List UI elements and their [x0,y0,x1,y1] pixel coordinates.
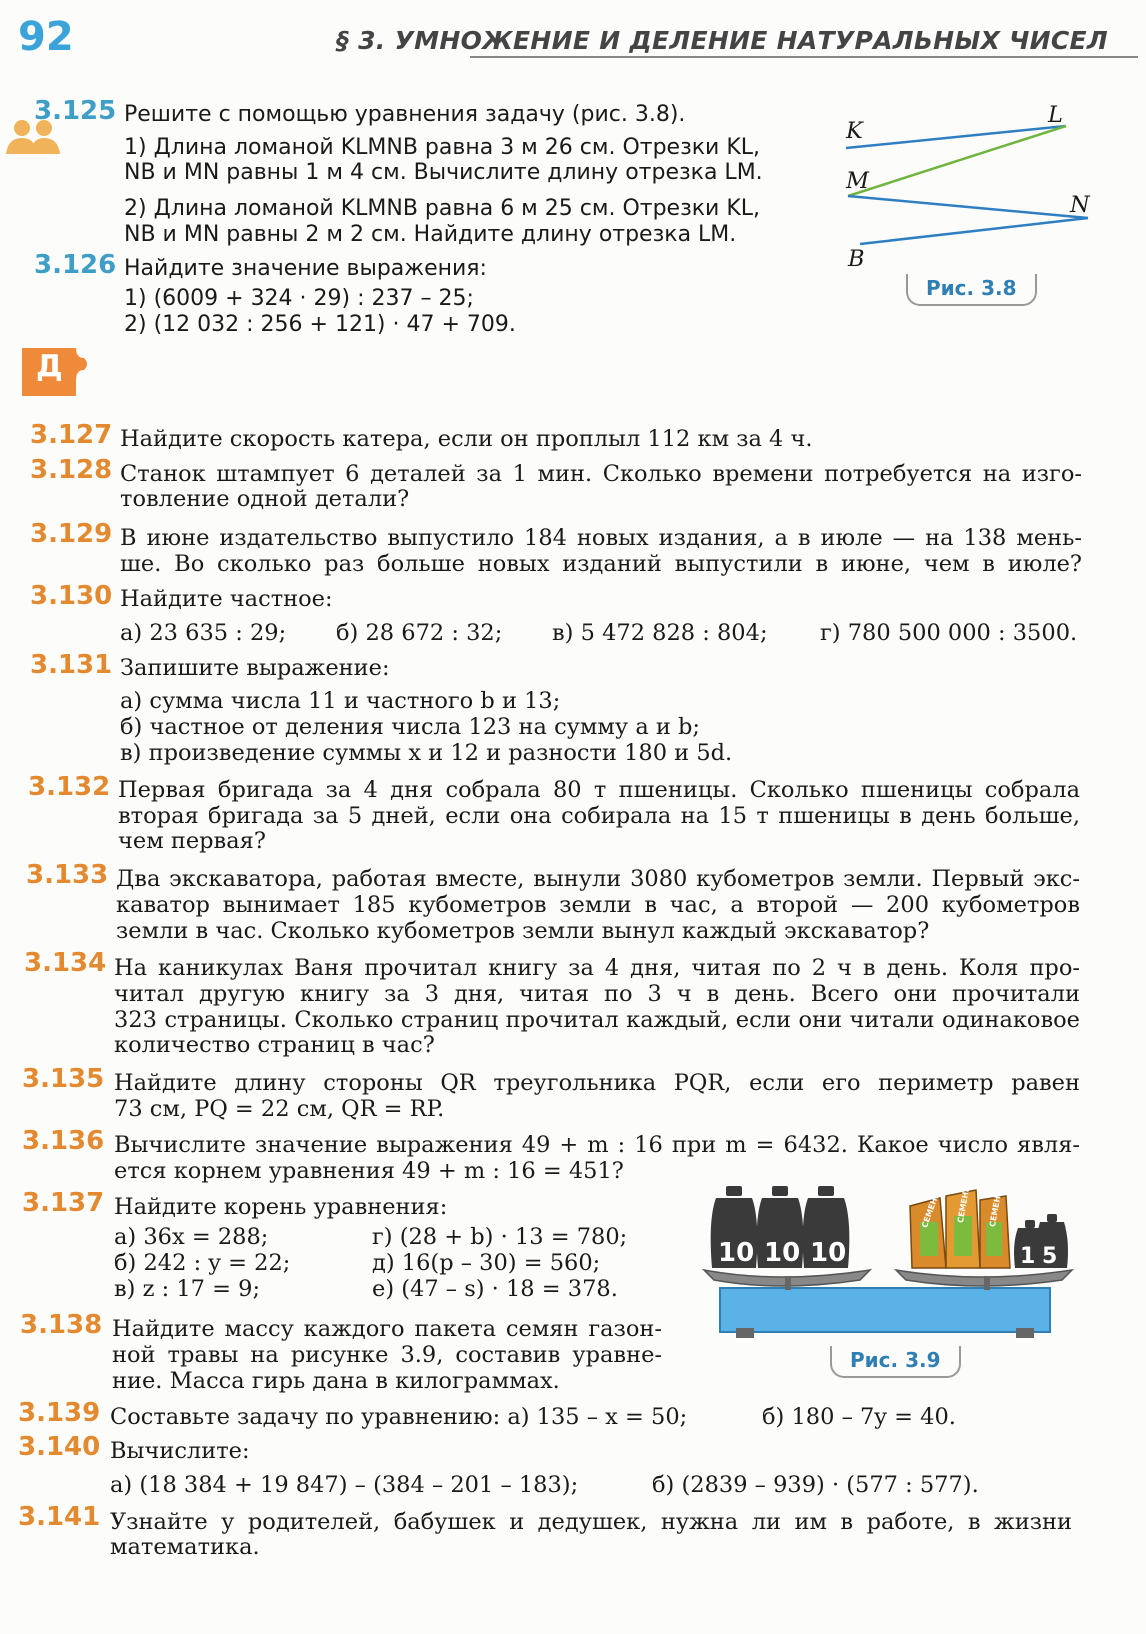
problem-line: каватор вынимает 185 кубометров земли в час, а второй — 200 кубометров [116,892,1080,918]
exercise-item: д) 16(p – 30) = 560; [372,1250,601,1276]
problem-line: Станок штампует 6 деталей за 1 мин. Сколько времени потребуется на изго- [120,461,1082,487]
problem-line: Два экскаватора, работая вместе, вынули 3080 кубометров земли. Первый экс- [116,866,1080,892]
problem-line: вторая бригада за 5 дней, если она собирала на 15 т пшеницы в день больше, [118,803,1080,829]
exercise-item: б) (2839 – 939) · (577 : 577). [652,1472,979,1498]
problem-line: 73 см, PQ = 22 см, QR = RP. [114,1096,445,1122]
problem-line: количество страниц в час? [114,1032,435,1058]
problem-line: 1) Длина ломаной KLMNB равна 3 м 26 см. Отрезки KL, [124,135,761,160]
problem-intro: Найдите корень уравнения: [114,1194,448,1220]
exercise-item: в) 5 472 828 : 804; [552,620,768,646]
problem-number: 3.139 [18,1398,101,1428]
exercise-item: а) (18 384 + 19 847) – (384 – 201 – 183); [110,1472,579,1498]
problem-intro: Вычислите: [110,1438,250,1464]
problem-line: чем первая? [118,828,266,854]
exercise-item: г) (28 + b) · 13 = 780; [372,1224,628,1250]
exercise-item: в) z : 17 = 9; [114,1276,261,1302]
exercise-item: б) 28 672 : 32; [336,620,503,646]
problem-line: земли в час. Сколько кубометров земли вынул каждый экскаватор? [116,918,930,944]
problem-line: ше. Во сколько раз больше новых изданий выпустили в июне, чем в июле? [120,551,1082,577]
exercise-item: в) произведение суммы x и 12 и разности 180 и 5d. [120,740,733,766]
problem-intro: Запишите выражение: [120,655,390,681]
problem-number: 3.140 [18,1432,101,1462]
problem-line: 323 страницы. Сколько страниц прочитал каждый, если они читали одинаковое [114,1007,1080,1033]
problem-line: Первая бригада за 4 дня собрала 80 т пшеницы. Сколько пшеницы собрала [118,777,1080,803]
exercise-item: Составьте задачу по уравнению: а) 135 – x = 50; [110,1404,688,1430]
problem-line: 1) (6009 + 324 · 29) : 237 – 25; [124,286,474,311]
problem-line: Найдите скорость катера, если он проплыл 112 км за 4 ч. [120,426,813,452]
seed-packet-label: СЕМЕНА [920,1190,942,1230]
problem-number: 3.136 [22,1126,105,1156]
problem-line: 2) (12 032 : 256 + 121) · 47 + 709. [124,312,516,337]
problem-line: ной травы на рисунке 3.9, составив уравне- [112,1342,662,1368]
weight-label: 10 [810,1238,847,1268]
homework-badge-label: Д [36,349,63,384]
problem-line: На каникулах Ваня прочитал книгу за 4 дня, читая по 2 ч в день. Коля про- [114,955,1080,981]
weight-label: 10 [718,1238,755,1268]
problem-number: 3.135 [22,1064,105,1094]
problem-number: 3.137 [22,1188,105,1218]
page-number: 92 [18,14,74,60]
problem-line: 2) Длина ломаной KLMNB равна 6 м 25 см. Отрезки KL, [124,196,761,221]
problem-number: 3.131 [30,650,113,680]
problem-line: читал другую книгу за 3 дня, читая по 3 ч в день. Всего они прочитали [114,981,1080,1007]
point-label: M [846,168,870,194]
weight-label: 10 [764,1238,801,1268]
point-label: K [846,118,863,144]
problem-line: Найдите массу каждого пакета семян газон- [112,1316,662,1342]
weight-label: 1 [1020,1244,1036,1269]
exercise-item: а) 36x = 288; [114,1224,269,1250]
problem-line: NB и MN равны 1 м 4 см. Вычислите длину отрезка LM. [124,160,763,185]
problem-number: 3.125 [34,96,117,126]
exercise-item: б) 180 – 7y = 40. [762,1404,956,1430]
problem-number: 3.132 [28,772,111,802]
exercise-item: б) 242 : y = 22; [114,1250,291,1276]
problem-line: Узнайте у родителей, бабушек и дедушек, нужна ли им в работе, в жизни [110,1509,1072,1535]
exercise-item: б) частное от деления числа 123 на сумму a и b; [120,714,701,740]
weight-label: 5 [1042,1244,1058,1269]
figure-polyline [830,96,1130,276]
problem-number: 3.129 [30,519,113,549]
problem-number: 3.134 [24,948,107,978]
problem-number: 3.138 [20,1310,103,1340]
chapter-header: § 3. УМНОЖЕНИЕ И ДЕЛЕНИЕ НАТУРАЛЬНЫХ ЧИСЕЛ [336,26,1108,55]
problem-line: ется корнем уравнения 49 + m : 16 = 451? [114,1158,624,1184]
problem-number: 3.141 [18,1502,101,1532]
problem-line: В июне издательство выпустило 184 новых издания, а в июле — на 138 мень- [120,525,1082,551]
problem-line: ние. Масса гирь дана в килограммах. [112,1368,560,1394]
exercise-item: а) сумма числа 11 и частного b и 13; [120,688,561,714]
problem-line: Вычислите значение выражения 49 + m : 16 при m = 6432. Какое число явля- [114,1132,1080,1158]
problem-number: 3.126 [34,250,117,280]
point-label: L [1048,102,1063,128]
point-label: N [1070,192,1090,218]
problem-number: 3.127 [30,420,113,450]
exercise-item: а) 23 635 : 29; [120,620,287,646]
seed-packet-label: СЕМЕНА [956,1184,972,1224]
problem-number: 3.128 [30,455,113,485]
figure-caption: Рис. 3.9 [830,1346,961,1378]
problem-line: математика. [110,1534,260,1560]
problem-line: товление одной детали? [120,486,410,512]
exercise-item: е) (47 – s) · 18 = 378. [372,1276,618,1302]
figure-caption: Рис. 3.8 [906,274,1037,306]
point-label: B [848,246,865,272]
problem-line: Найдите длину стороны QR треугольника PQR, если его периметр равен [114,1070,1080,1096]
problem-intro: Найдите значение выражения: [124,256,487,281]
problem-line: NB и MN равны 2 м 2 см. Найдите длину отрезка LM. [124,222,737,247]
problem-number: 3.133 [26,860,109,890]
header-rule [470,56,1138,58]
seed-packet-label: СЕМЕНА [988,1188,1004,1228]
exercise-item: г) 780 500 000 : 3500. [820,620,1078,646]
problem-number: 3.130 [30,581,113,611]
problem-intro: Найдите частное: [120,586,333,612]
problem-intro: Решите с помощью уравнения задачу (рис. 3.8). [124,102,686,127]
